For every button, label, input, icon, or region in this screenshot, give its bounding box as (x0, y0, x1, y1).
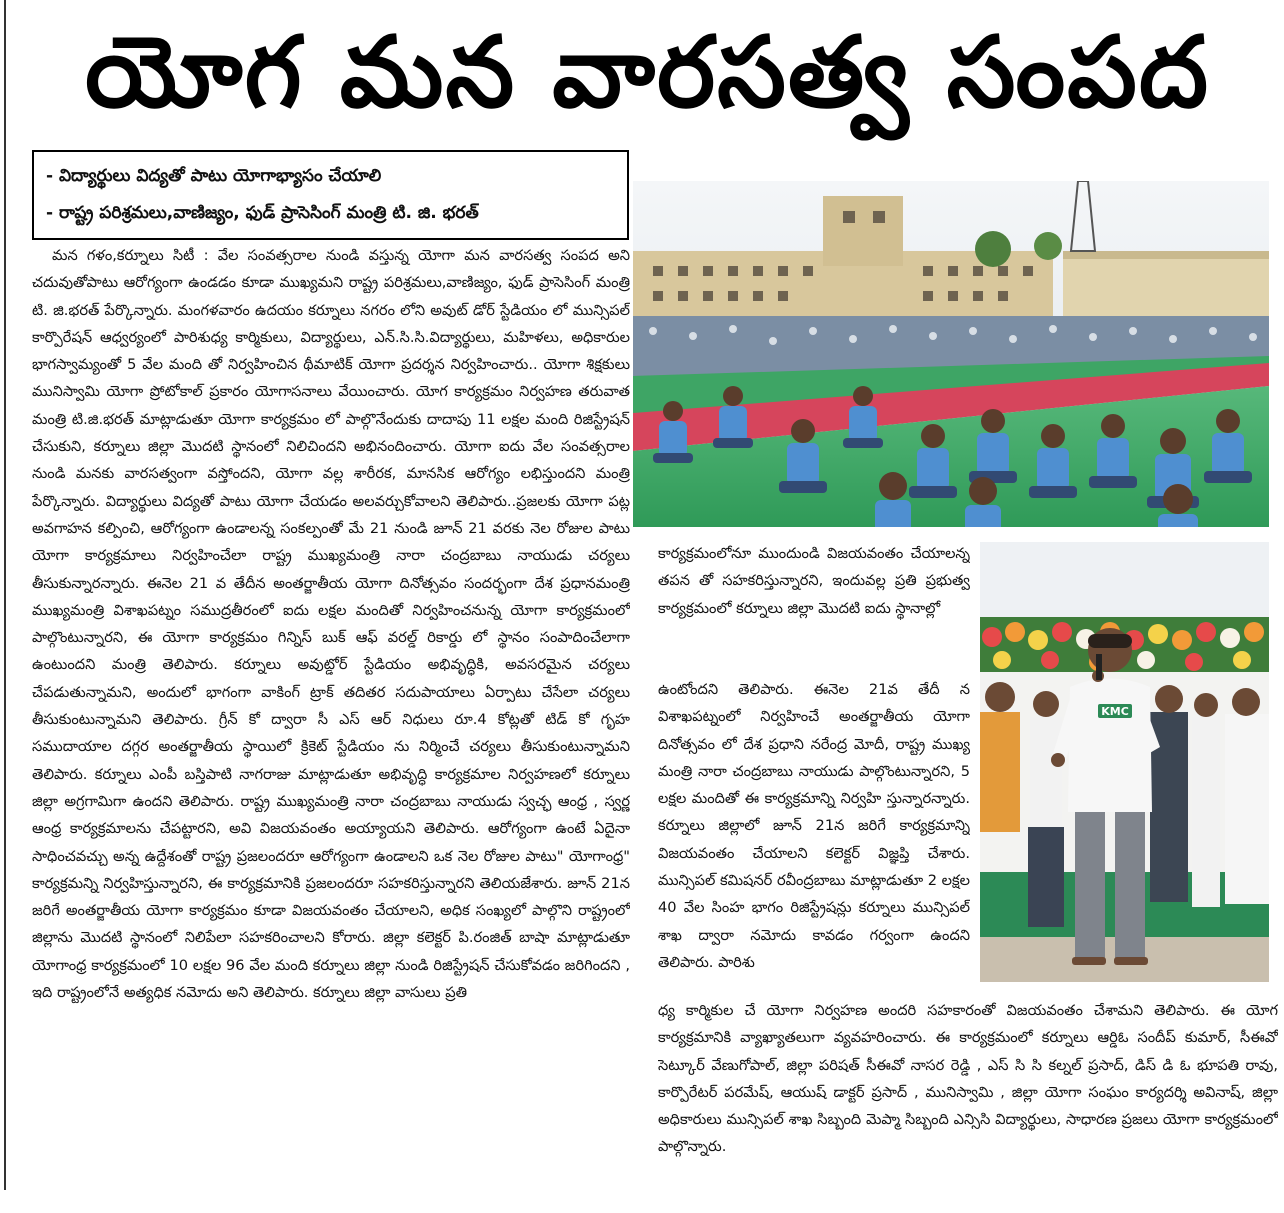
article-column-3: ఉంటోందని తెలిపారు. ఈనెల 21వ తేదీ న విశాఖపట్నంలో నిర్వహించే అంతర్జాతీయ యోగా దినోత్సవం లో దేశ ప్రధాని నరేంద్ర మోదీ, రాష్ట్ర ముఖ్య మంత్రి నారా చంద్రబాబు నాయుడు పాల్గొంటున్నారని, 5 లక్షల మందితో ఈ కార్యక్రమాన్ని నిర్వహి స్తున్నారన్నారు. కర్నూలు జిల్లాలో జూన్ 21న జరిగే కార్యక్రమాన్ని విజయవంతం చేయాలని కలెక్టర్ విజ్ఞప్తి చేశారు. మున్సిపల్ కమిషనర్ రవీంద్రబాబు మాట్లాడుతూ 2 లక్షల 40 వేల సింహ భాగం రిజిస్ట్రేషన్లు కర్నూలు మున్సిపల్ శాఖ ద్వారా నమోదు కావడం గర్వంగా ఉందని తెలిపారు. పారిశు (658, 681, 970, 971)
article-column-2: కార్యక్రమంలోనూ ముందుండి విజయవంతం చేయాలన్న తపన తో సహకరిస్తున్నారని, ఇందువల్ల ప్రతి ప్రభుత్వ కార్యక్రమంలో కర్నూలు జిల్లా మొదటి ఐదు స్థానాల్లో (658, 545, 970, 617)
subheadline-box (32, 150, 629, 240)
article-column-1: మన గళం,కర్నూలు సిటీ : వేల సంవత్సరాల నుండి వస్తున్న యోగా మన వారసత్వ సంపద అని చదువుతోపాటు ఆరోగ్యంగా ఉండడం కూడా ముఖ్యమని రాష్ట్ర పరిశ్రమలు,వాణిజ్యం, ఫుడ్ ప్రాసెసింగ్ మంత్రి టి. జి.భరత్ పేర్కొన్నారు. మంగళవారం ఉదయం కర్నూలు నగరం లోని అవుట్ డోర్ స్టేడియం లో మున్సిపల్ కార్పొరేషన్ ఆధ్వర్యంలో పారిశుధ్య కార్మికులు, విద్యార్థులు, ఎన్.సి.సి.విద్యార్థులు, మహిళలు, అధికారుల భాగస్వామ్యంతో 5 వేల మంది తో నిర్వహించిన థీమాటిక్ యోగా ప్రదర్శన నిర్వహించారు.. యోగా శిక్షకులు మునిస్వామి యోగా ప్రోటోకాల్ ప్రకారం యోగాసనాలు వేయించారు. యోగ కార్యక్రమం నిర్వహణ తరువాత మంత్రి టి.జి.భరత్ మాట్లాడుతూ యోగా కార్యక్రమం లో పాల్గొనేందుకు దాదాపు 11 లక్షల మంది రిజిస్ట్రేషన్ చేసుకుని, కర్నూలు జిల్లా మొదటి స్థానంలో నిలిచిందని అభినందించారు. యోగా ఐదు వేల సంవత్సరాల నుండి మనకు వారసత్వంగా వస్తోందని, యోగా వల్ల శారీరక, మానసిక ఆరోగ్యం లభిస్తుందని మంత్రి పేర్కొన్నారు. విద్యార్థులు విద్యతో పాటు యోగా చేయడం అలవర్చుకోవాలని తెలిపారు..ప్రజలకు యోగా పట్ల అవగాహన కల్పించి, ఆరోగ్యంగా ఉండాలన్న సంకల్పంతో మే 21 నుండి జూన్ 21 వరకు నెల రోజుల పాటు యోగా కార్యక్రమాలు నిర్వహించేలా రాష్ట్ర ముఖ్యమంత్రి నారా చంద్రబాబు నాయుడు చర్యలు తీసుకున్నారన్నారు. ఈనెల 21 వ తేదీన అంతర్జాతీయ యోగా దినోత్సవం సందర్భంగా దేశ ప్రధానమంత్రి ముఖ్యమంత్రి విశాఖపట్నం సముద్రతీరంలో ఐదు లక్షల మందితో నిర్వహించనున్న యోగా కార్యక్రమంలో పాల్గొంటున్నారని, ఈ యోగా కార్యక్రమం గిన్నిస్ బుక్ ఆఫ్ వరల్డ్ రికార్డు లో స్థానం సంపాదించేలాగా ఉంటుందని మంత్రి తెలిపారు. కర్నూలు అవుట్డోర్ స్టేడియం అభివృద్ధికి, అవసరమైన చర్యలు చేపడుతున్నామని, అందులో భాగంగా వాకింగ్ ట్రాక్ తదితర సదుపాయాలు ఏర్పాటు చేసేలా చర్యలు తీసుకుంటున్నామని తెలిపారు. గ్రీన్ కో ద్వారా సీ ఎస్ ఆర్ నిధులు రూ.4 కోట్లతో టిడ్ కో గృహ సముదాయాల దగ్గర అంతర్జాతీయ స్థాయిలో క్రికెట్ స్టేడియం ను నిర్మించే చర్యలు తీసుకుంటున్నామని తెలిపారు. కర్నూలు ఎంపీ బస్తిపాటి నాగరాజు మాట్లాడుతూ అభివృద్ధి కార్యక్రమాల నిర్వహణలో కర్నూలు జిల్లా అగ్రగామిగా ఉందని తెలిపారు. రాష్ట్ర ముఖ్యమంత్రి నారా చంద్రబాబు నాయుడు స్వచ్ఛ ఆంధ్ర , స్వర్ణ ఆంధ్ర కార్యక్రమాలను చేపట్టారని, అవి విజయవంతం అయ్యాయని తెలిపారు. ఆరోగ్యంగా ఉంటే ఏదైనా సాధించవచ్చు అన్న ఉద్దేశంతో రాష్ట్ర ప్రజలందరూ ఆరోగ్యంగా ఉండాలని ఒక నెల రోజుల పాటు" యోగాంధ్ర" కార్యక్రమన్ని నిర్వహిస్తున్నారని, ఈ కార్యక్రమానికి ప్రజలందరూ సహకరిస్తున్నారని తెలియజేశారు. జూన్ 21న జరిగే అంతర్జాతీయ యోగా కార్యక్రమం కూడా విజయవంతం చేయాలని, అధిక సంఖ్యలో పాల్గొని రాష్ట్రంలో జిల్లాను మొదటి స్థానంలో నిలిపేలా సహకరించాలని కోరారు. జిల్లా కలెక్టర్ పి.రంజిత్ బాషా మాట్లాడుతూ యోగాంధ్ర కార్యక్రమంలో 10 లక్షల 96 వేల మంది కర్నూలు జిల్లా నుండి రిజిస్ట్రేషన్ చేసుకోవడం జరిగిందని , ఇది రాష్ట్రంలోనే అత్యధిక నమోదు అని తెలిపారు. కర్నూలు జిల్లా వాసులు ప్రతి (32, 247, 630, 1002)
yoga-stadium-illustration (633, 181, 1269, 527)
article-column-4: ధ్య కార్మికుల చే యోగా నిర్వహణ అందరి సహకారంతో విజయవంతం చేశామని తెలిపారు. ఈ యోగ కార్యక్రమానికి వ్యాఖ్యాతలుగా వ్యవహరించారు. ఈ కార్యక్రమంలో కర్నూలు ఆర్డిఓ సందీప్ కుమార్, సీఈవో సెట్కూర్ వేణుగోపాల్, జిల్లా పరిషత్ సీఈవో నాసర రెడ్డి , ఎస్ సి సి కల్నల్ ప్రసాద్, డిస్ డి ఓ భూపతి రావు, కార్పొరేటర్ పరమేష్, ఆయుష్ డాక్టర్ ప్రసాద్ , మునిస్వామి , జిల్లా యోగా సంఘం కార్యదర్శి అవినాష్, జిల్లా అధికారులు మున్సిపల్ శాఖ సిబ్బంది మెప్మా సిబ్బంది ఎన్సిసి విద్యార్థులు, సాధారణ ప్రజలు యోగా కార్యక్రమంలో పాల్గొన్నారు. (658, 1002, 1278, 1156)
headline: యోగ మన వారసత్వ సంపద (84, 16, 1211, 130)
subheadline-2: - రాష్ట్ర పరిశ్రమలు,వాణిజ్యం, ఫుడ్ ప్రాసెసింగ్ మంత్రి టి. జి. భరత్ (46, 203, 479, 223)
yoga-stadium-photo (633, 181, 1269, 527)
kmc-shirt-logo: KMC (1101, 705, 1129, 718)
subheadline-1: - విద్యార్థులు విద్యతో పాటు యోగాభ్యాసం చేయాలి (46, 166, 382, 186)
page-left-rule (4, 0, 6, 1190)
minister-illustration (980, 542, 1269, 982)
minister-speaking-photo (980, 542, 1269, 982)
